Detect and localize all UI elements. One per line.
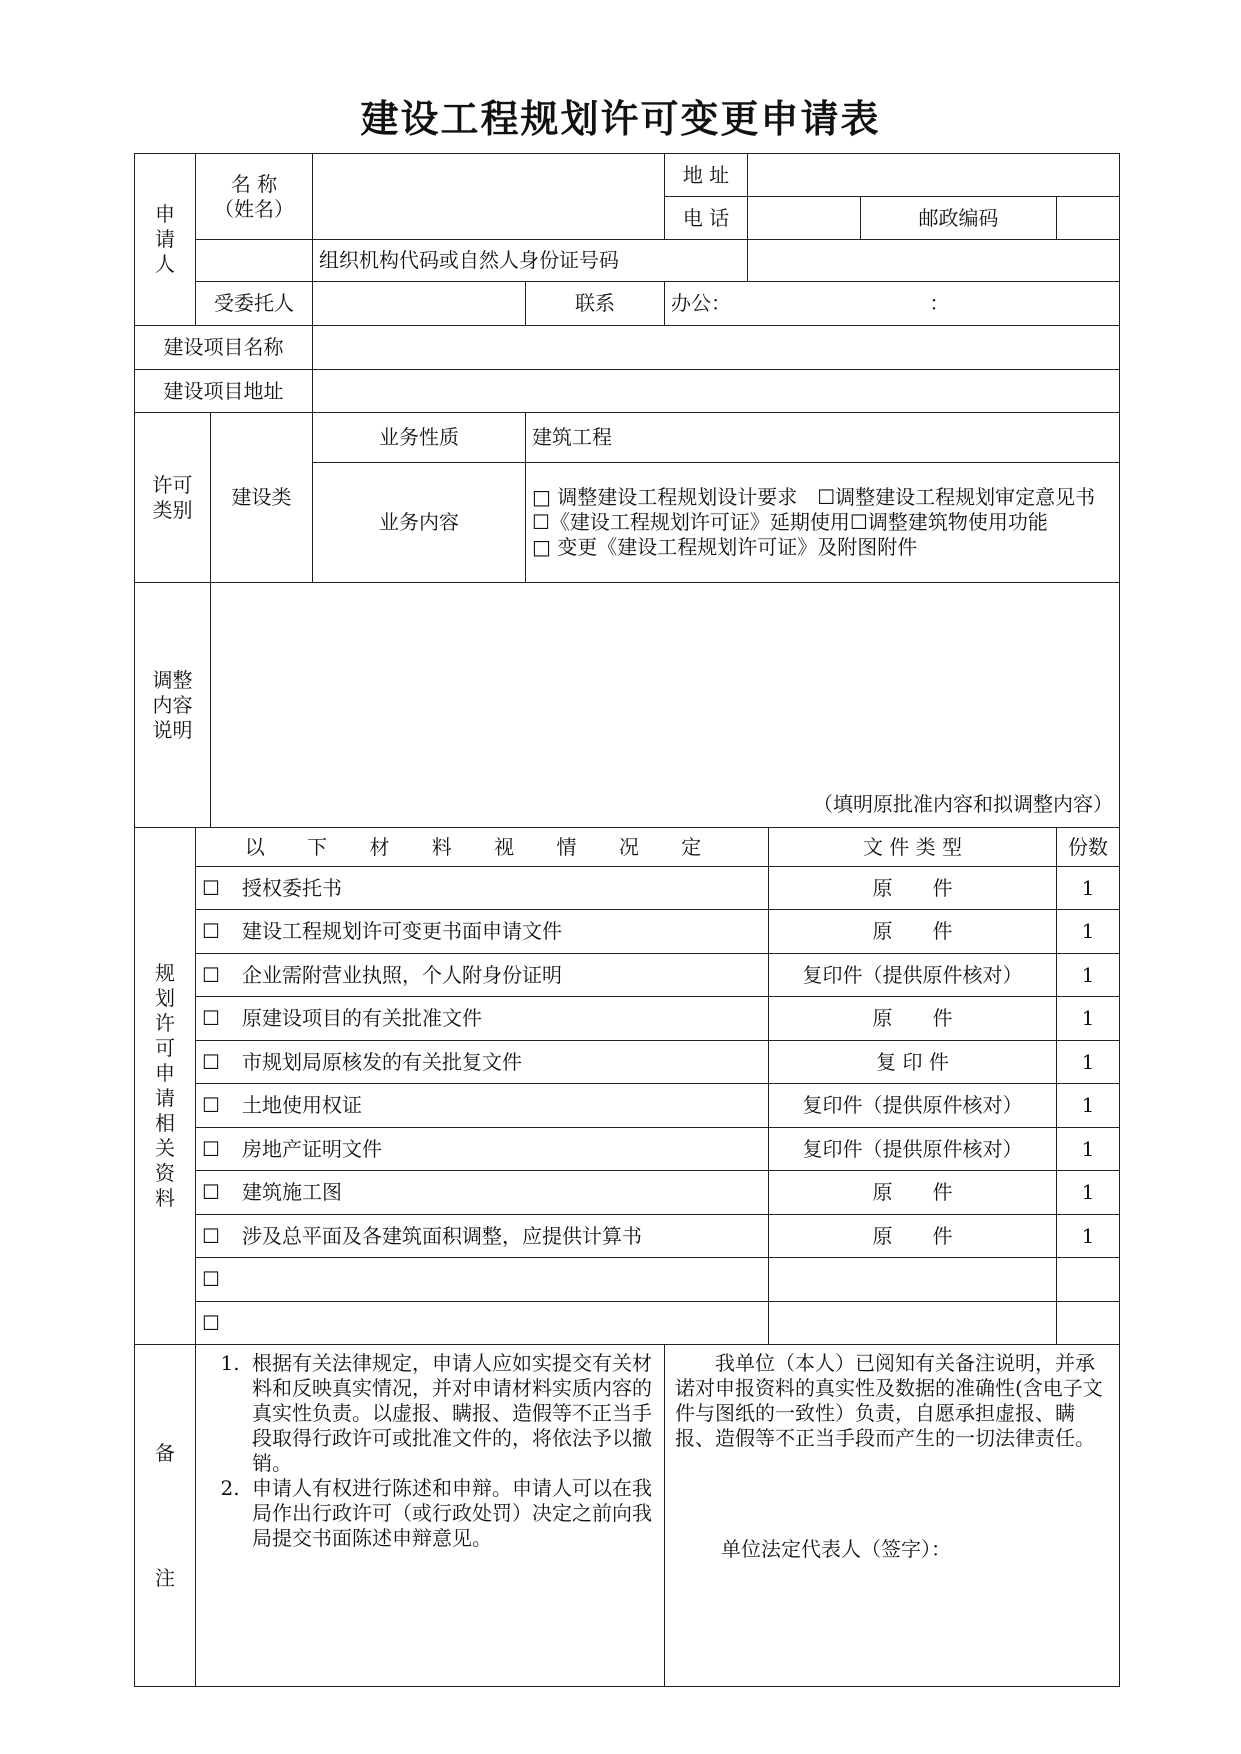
business-nature-label: 业务性质: [313, 413, 526, 463]
material-count: 1: [1057, 954, 1120, 997]
materials-section-label: 规 划 许 可 申 请 相 关 资 料: [135, 828, 196, 1345]
material-type: 原 件: [769, 997, 1057, 1041]
material-checkbox[interactable]: ☐: [202, 875, 220, 900]
table-row: [135, 997, 1120, 1041]
material-checkbox[interactable]: ☐: [202, 1093, 220, 1117]
option-extend-permit[interactable]: ☐《建设工程规划许可证》延期使用☐调整建筑物使用功能: [532, 510, 1048, 534]
project-name-label: 建设项目名称: [135, 326, 313, 370]
material-type: 原 件: [769, 910, 1057, 954]
material-count: 1: [1057, 910, 1120, 954]
agent-label: 受委托人: [196, 282, 313, 326]
table-row: [135, 1084, 1120, 1128]
agent-field[interactable]: [313, 282, 526, 326]
material-type: 原 件: [769, 1215, 1057, 1258]
table-row: [135, 1258, 1120, 1302]
contact-label: 联系: [526, 282, 665, 326]
remarks-notes: [196, 1345, 665, 1687]
project-address-label: 建设项目地址: [135, 370, 313, 413]
material-count[interactable]: [1057, 1258, 1120, 1302]
table-row: [135, 954, 1120, 997]
remark-note-2: 2. 申请人有权进行陈述和申辩。申请人可以在我局作出行政许可（或行政处罚）决定之前向我局提交书面陈述申辩意见。: [246, 1476, 654, 1551]
material-name: 原建设项目的有关批准文件: [242, 1006, 482, 1030]
adjust-description-field[interactable]: [211, 583, 1120, 828]
table-row: [135, 1215, 1120, 1258]
remarks-label: 备 注: [135, 1345, 196, 1687]
permit-category-label: 许可 类别: [135, 413, 211, 583]
address-label: 地 址: [665, 154, 748, 197]
material-name: 建设工程规划许可变更书面申请文件: [242, 919, 562, 943]
material-checkbox[interactable]: ☐: [202, 1180, 220, 1204]
id-number-label: 组织机构代码或自然人身份证号码: [313, 240, 748, 282]
table-row: [135, 1041, 1120, 1084]
adjust-hint: （填明原批准内容和拟调整内容）: [813, 792, 1114, 816]
material-name: 土地使用权证: [242, 1093, 362, 1117]
table-row: [135, 1171, 1120, 1215]
table-row: [135, 1302, 1120, 1345]
pledge-text: 我单位（本人）已阅知有关备注说明，并承诺对申报资料的真实性及数据的准确性(含电子文件与图纸的一致性）负责，自愿承担虚报、瞒报、造假等不正当手段而产生的一切法律责任。: [675, 1351, 1103, 1450]
material-count[interactable]: [1057, 1302, 1120, 1345]
applicant-name-field[interactable]: [313, 154, 665, 240]
applicant-name-label: 名 称 （姓名）: [196, 154, 313, 240]
material-count: 1: [1057, 1084, 1120, 1128]
id-number-field[interactable]: [748, 240, 1120, 282]
material-checkbox[interactable]: ☐: [202, 919, 220, 943]
business-content-label: 业务内容: [313, 463, 526, 583]
applicant-section-label: 申 请 人: [135, 154, 196, 326]
table-row: [135, 867, 1120, 910]
business-nature-value: 建筑工程: [526, 413, 1120, 463]
material-checkbox[interactable]: ☐: [202, 1223, 220, 1248]
material-count: 1: [1057, 1041, 1120, 1084]
materials-header-desc: 以 下 材 料 视 情 况 定: [196, 828, 769, 867]
material-type: 复 印 件: [769, 1041, 1057, 1084]
material-name: 企业需附营业执照，个人附身份证明: [242, 962, 562, 987]
material-checkbox[interactable]: ☐: [202, 1267, 220, 1291]
project-address-field[interactable]: [313, 370, 1120, 413]
phone-field[interactable]: [748, 197, 861, 240]
material-checkbox[interactable]: ☐: [202, 1049, 220, 1074]
material-checkbox[interactable]: ☐: [202, 1136, 220, 1161]
remark-note-1: 1. 根据有关法律规定，申请人应如实提交有关材料和反映真实情况，并对申请材料实质内容的真实性负责。以虚报、瞒报、造假等不正当手段取得行政许可或批准文件的，将依法予以撤销。: [246, 1351, 654, 1476]
adjust-section-label: 调整 内容 说明: [135, 583, 211, 828]
materials-header-type: 文 件 类 型: [769, 828, 1057, 867]
applicant-name-cont: [196, 240, 313, 282]
material-type: 原 件: [769, 1171, 1057, 1215]
material-checkbox[interactable]: ☐: [202, 1006, 220, 1030]
permit-category-value: 建设类: [211, 413, 313, 583]
option-adjust-requirements[interactable]: □ 调整建设工程规划设计要求 ☐调整建设工程规划审定意见书: [532, 485, 1096, 509]
table-row: [135, 1128, 1120, 1171]
material-type: 复印件（提供原件核对）: [769, 954, 1057, 997]
page-title: 建设工程规划许可变更申请表: [360, 97, 881, 141]
business-content-options: [526, 463, 1120, 583]
material-type: 复印件（提供原件核对）: [769, 1128, 1057, 1171]
material-count: 1: [1057, 1128, 1120, 1171]
office-phone-field[interactable]: 办公： ：: [665, 282, 1120, 326]
material-name: 市规划局原核发的有关批复文件: [242, 1049, 522, 1074]
material-count: 1: [1057, 1171, 1120, 1215]
material-count: 1: [1057, 997, 1120, 1041]
material-count: 1: [1057, 867, 1120, 910]
signature-label: 单位法定代表人（签字）：: [721, 1537, 951, 1561]
postal-code-label: 邮政编码: [861, 197, 1057, 240]
project-name-field[interactable]: [313, 326, 1120, 370]
application-form-table: [134, 153, 1120, 1687]
table-row: [135, 910, 1120, 954]
material-name: 房地产证明文件: [242, 1136, 382, 1161]
material-checkbox[interactable]: ☐: [202, 962, 220, 987]
material-checkbox[interactable]: ☐: [202, 1310, 220, 1335]
postal-code-field[interactable]: [1057, 197, 1120, 240]
phone-label: 电 话: [665, 197, 748, 240]
pledge-cell: [665, 1345, 1120, 1687]
material-name: 建筑施工图: [242, 1180, 342, 1204]
address-field[interactable]: [748, 154, 1120, 197]
material-type: 原 件: [769, 867, 1057, 910]
material-type: 复印件（提供原件核对）: [769, 1084, 1057, 1128]
material-name: 涉及总平面及各建筑面积调整，应提供计算书: [242, 1223, 642, 1248]
material-type[interactable]: [769, 1258, 1057, 1302]
material-count: 1: [1057, 1215, 1120, 1258]
option-change-permit[interactable]: □ 变更《建设工程规划许可证》及附图附件: [532, 535, 918, 559]
material-name: 授权委托书: [242, 875, 342, 900]
materials-header-count: 份数: [1057, 828, 1120, 867]
material-type[interactable]: [769, 1302, 1057, 1345]
